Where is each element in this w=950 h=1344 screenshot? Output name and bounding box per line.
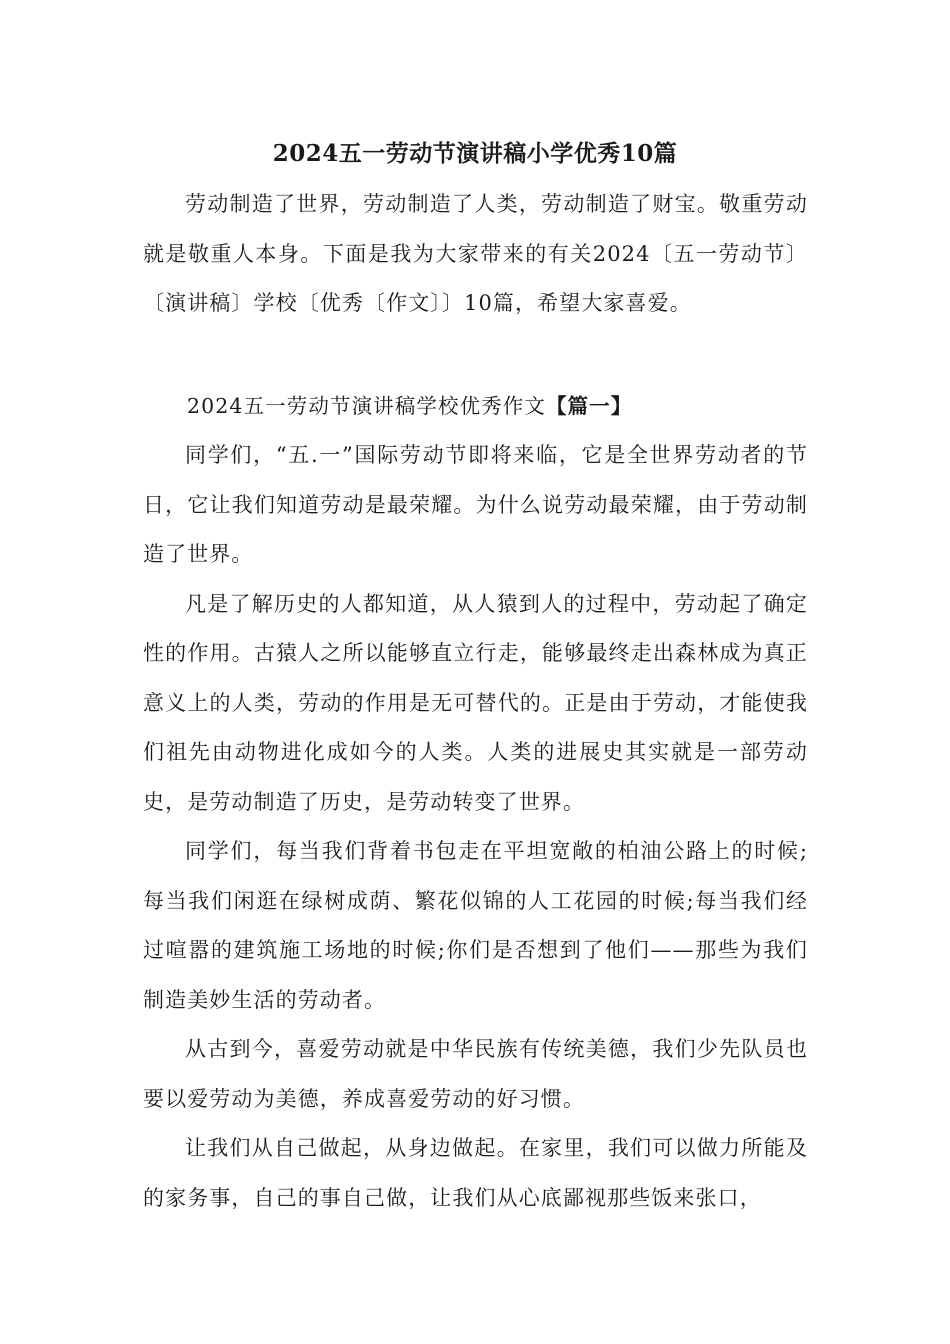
body-paragraph: 同学们，“五.一”国际劳动节即将来临，它是全世界劳动者的节日，它让我们知道劳动是最荣耀。为什么说劳动最荣耀，由于劳动制造了世界。 bbox=[143, 443, 808, 566]
body-paragraph: 从古到今，喜爱劳动就是中华民族有传统美德，我们少先队员也要以爱劳动为美德，养成喜爱劳动的好习惯。 bbox=[143, 1037, 808, 1111]
intro-paragraph: 劳动制造了世界，劳动制造了人类，劳动制造了财宝。敬重劳动就是敬重人本身。下面是我为大家带来的有关2024〔五一劳动节〕〔演讲稿〕学校〔优秀〔作文〕〕10篇，希望大家喜爱。 bbox=[143, 192, 808, 315]
body-paragraph: 凡是了解历史的人都知道，从人猿到人的过程中，劳动起了确定性的作用。古猿人之所以能够直立行走，能够最终走出森林成为真正意义上的人类，劳动的作用是无可替代的。正是由于劳动，才能使我们祖先由动物进化成如今的人类。人类的进展史其实就是一部劳动史，是劳动制造了历史，是劳动转变了世界。 bbox=[143, 591, 808, 814]
section-heading-text: 2024五一劳动节演讲稿学校优秀作文 bbox=[187, 393, 546, 418]
document-body bbox=[143, 180, 808, 1223]
section-heading bbox=[143, 382, 808, 432]
section-number-mark: 【篇一】 bbox=[545, 393, 633, 418]
body-paragraph: 同学们，每当我们背着书包走在平坦宽敞的柏油公路上的时候;每当我们闲逛在绿树成荫、繁花似锦的人工花园的时候;每当我们经过喧嚣的建筑施工场地的时候;你们是否想到了他们——那些为我们制造美妙生活的劳动者。 bbox=[143, 839, 808, 1012]
body-paragraph: 让我们从自己做起，从身边做起。在家里，我们可以做力所能及的家务事，自己的事自己做，让我们从心底鄙视那些饭来张口， bbox=[143, 1136, 808, 1210]
document-title: 2024五一劳动节演讲稿小学优秀10篇 bbox=[272, 140, 678, 167]
